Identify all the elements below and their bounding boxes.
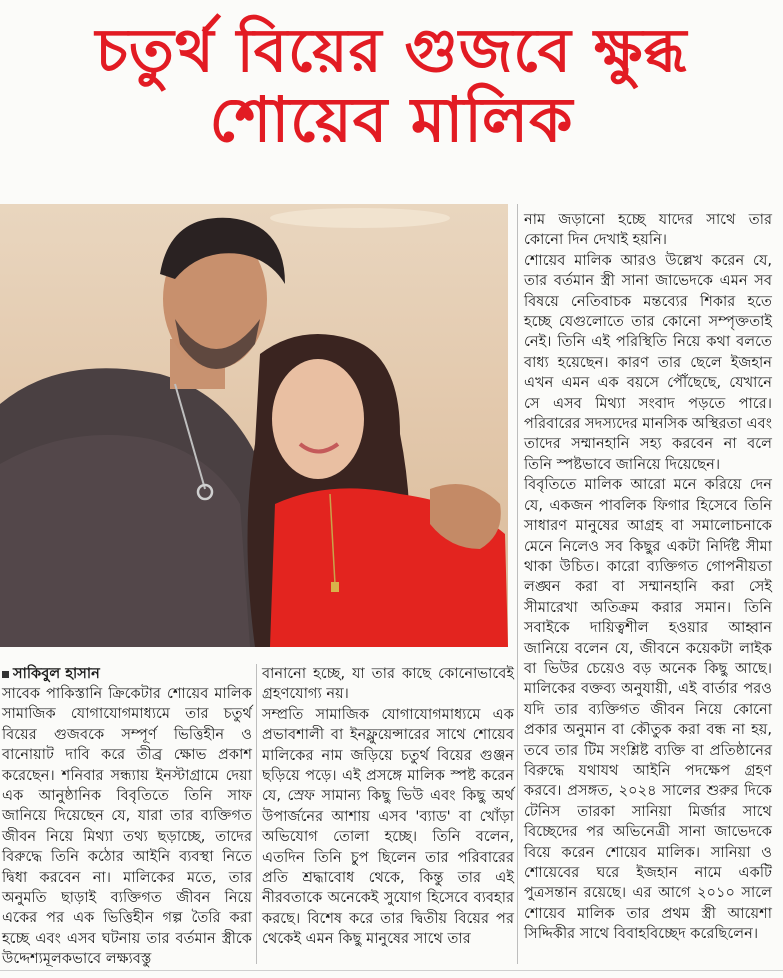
headline-line-1: চতুর্থ বিয়ের গুজবে ক্ষুব্ধ	[95, 16, 688, 86]
headline	[0, 18, 783, 155]
couple-photo-illustration	[0, 204, 508, 647]
byline-bullet-icon	[2, 671, 9, 678]
article-column-left: সাবেক পাকিস্তানি ক্রিকেটার শোয়েব মালিক সামাজিক যোগাযোগমাধ্যমে তার চতুর্থ বিয়ের গুজবকে সম্পূর্ণ ভিত্তিহীন ও বানোয়াট দাবি করে তীব্র ক্ষোভ প্রকাশ করেছেন। শনিবার সন্ধ্যায় ইনস্টাগ্রামে দেয়া এক আনুষ্ঠানিক বিবৃতিতে তিনি সাফ জানিয়ে দিয়েছেন যে, যারা তার ব্যক্তিগত জীবন নিয়ে মিথ্যা তথ্য ছড়াচ্ছে, তাদের বিরুদ্ধে তিনি কঠোর আইনি ব্যবস্থা নিতে দ্বিধা করবেন না। মালিকের মতে, তার অনুমতি ছাড়াই ব্যক্তিগত জীবন নিয়ে একের পর এক ভিত্তিহীন গল্প তৈরি করা হচ্ছে এবং এসব ঘটনায় তার বর্তমান স্ত্রীকে উদ্দেশ্যমূলকভাবে লক্ষ্যবস্তু	[2, 685, 252, 968]
article-column-middle: বানানো হচ্ছে, যা তার কাছে কোনোভাবেই গ্রহণযোগ্য নয়। সম্প্রতি সামাজিক যোগাযোগমাধ্যমে এক প্রভাবশালী বা ইনফ্লুয়েন্সারের সাথে শোয়েব মালিকের নাম জড়িয়ে চতুর্থ বিয়ের গুঞ্জন ছড়িয়ে পড়ে। এই প্রসঙ্গে মালিক স্পষ্ট করেন যে, স্রেফ সামান্য কিছু ভিউ এবং কিছু অর্থ উপার্জনের আশায় এসব 'ব্যাড' বা খোঁড়া অভিযোগ তোলা হচ্ছে। তিনি বলেন, এতদিন তিনি চুপ ছিলেন তার পরিবারের প্রতি শ্রদ্ধাবোধ থেকে, কিন্তু তার এই নীরবতাকে অনেকেই সুযোগ হিসেবে ব্যবহার করছে। বিশেষ করে তার দ্বিতীয় বিয়ের পর থেকেই এমন কিছু মানুষের সাথে তার	[262, 665, 514, 948]
byline	[2, 664, 252, 684]
column-divider-right	[517, 204, 518, 964]
byline-author: সাকিবুল হাসান	[13, 665, 100, 682]
headline-line-2: শোয়েব মালিক	[209, 83, 574, 157]
article-column-right: নাম জড়ানো হচ্ছে যাদের সাথে তার কোনো দিন দেখাই হয়নি। শোয়েব মালিক আরও উল্লেখ করেন যে, তার বর্তমান স্ত্রী সানা জাভেদকে এমন সব বিষয়ে নেতিবাচক মন্তব্যের শিকার হতে হচ্ছে যেগুলোতে তার কোনো সম্পৃক্ততাই নেই। তিনি এই পরিস্থিতি নিয়ে কথা বলতে বাধ্য হয়েছেন। কারণ তার ছেলে ইজহান এখন এমন এক বয়সে পৌঁছেছে, যেখানে সে এসব মিথ্যা সংবাদ পড়তে পারে। পরিবারের সদস্যদের মানসিক অস্থিরতা এবং তাদের সম্মানহানি সহ্য করবেন না বলে তিনি স্পষ্টভাবে জানিয়ে দিয়েছেন। বিবৃতিতে মালিক আরো মনে করিয়ে দেন যে, একজন পাবলিক ফিগার হিসেবে তিনি সাধারণ মানুষের আগ্রহ বা সমালোচনাকে মেনে নিলেও সব কিছুর একটা নির্দিষ্ট সীমা থাকা উচিত। কারো ব্যক্তিগত গোপনীয়তা লঙ্ঘন করা বা সম্মানহানি করা সেই সীমারেখা অতিক্রম করার সমান। তিনি সবাইকে দায়িত্বশীল হওয়ার আহ্বান জানিয়ে বলেন যে, জীবনে কয়েকটা লাইক বা ভিউর চেয়েও বড় অনেক কিছু আছে। মালিকের বক্তব্য অনুযায়ী, এই বার্তার পরও যদি তার ব্যক্তিগত জীবন নিয়ে কোনো প্রকার অনুমান বা কৌতুক করা বন্ধ না হয়, তবে তার টিম সংশ্লিষ্ট ব্যক্তি বা প্রতিষ্ঠানের বিরুদ্ধে যথাযথ আইনি পদক্ষেপ গ্রহণ করবে। প্রসঙ্গত, ২০২৪ সালের শুরুর দিকে টেনিস তারকা সানিয়া মির্জার সাথে বিচ্ছেদের পর অভিনেত্রী সানা জাভেদকে বিয়ে করেন শোয়েব মালিক। সানিয়া ও শোয়েবের ঘরে ইজহান নামে একটি পুত্রসন্তান রয়েছে। এর আগে ২০১০ সালে শোয়েব মালিক তার প্রথম স্ত্রী আয়েশা সিদ্দিকীর সাথে বিবাহবিচ্ছেদ করেছিলেন।	[524, 211, 772, 943]
column-divider-left	[256, 664, 257, 964]
article-photo	[0, 204, 508, 647]
bottom-rule	[0, 970, 783, 971]
